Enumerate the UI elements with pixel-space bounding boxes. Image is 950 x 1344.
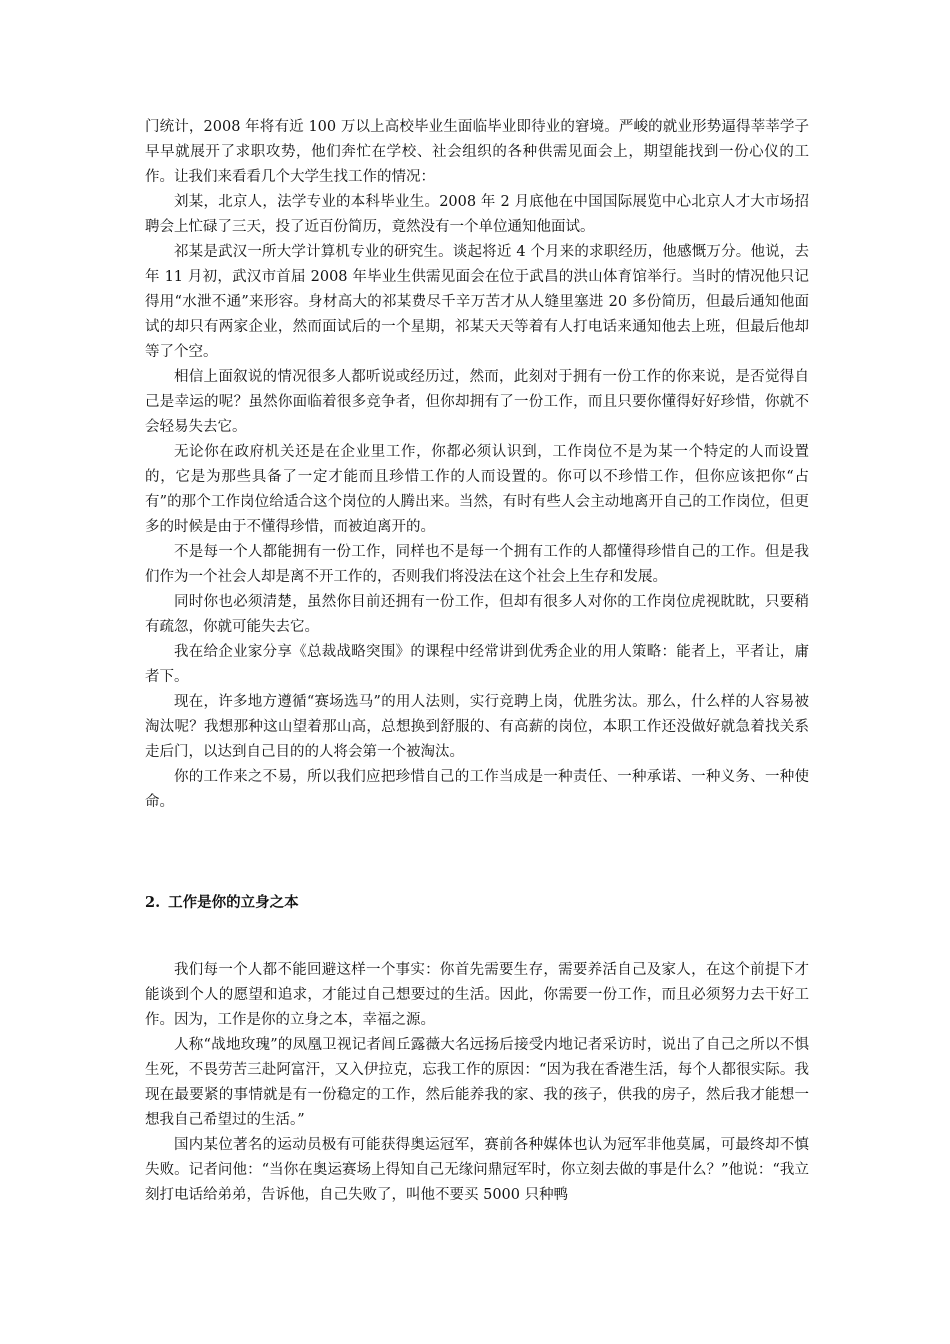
paragraph: 我们每一个人都不能回避这样一个事实：你首先需要生存，需要养活自己及家人，在这个前提下才能谈到个人的愿望和追求，才能过自己想要过的生活。因此，你需要一份工作，而且必须努力去干好工作。因为，工作是你的立身之本，幸福之源。 xyxy=(145,962,809,1028)
section-title: 工作是你的立身之本 xyxy=(168,894,299,911)
paragraph: 祁某是武汉一所大学计算机专业的研究生。谈起将近 4 个月来的求职经历，他感慨万分。他说，去年 11 月初，武汉市首届 2008 年毕业生供需见面会在位于武昌的洪山体育馆举行。当时的情况他只记得用“水泄不通”来形容。身材高大的祁某费尽千辛万苦才从人缝里塞进 20 多份简历，但最后通知他面试的却只有两家企业，然而面试后的一个星期，祁某天天等着有人打电话来通知他去上班，但最后他却等了个空。 xyxy=(145,244,809,360)
paragraph: 你的工作来之不易，所以我们应把珍惜自己的工作当成是一种责任、一种承诺、一种义务、一种使命。 xyxy=(145,769,809,810)
paragraph: 不是每一个人都能拥有一份工作，同样也不是每一个拥有工作的人都懂得珍惜自己的工作。但是我们作为一个社会人却是离不开工作的，否则我们将没法在这个社会上生存和发展。 xyxy=(145,544,809,585)
paragraph: 我在给企业家分享《总裁战略突围》的课程中经常讲到优秀企业的用人策略：能者上，平者让，庸者下。 xyxy=(145,644,809,685)
paragraph: 无论你在政府机关还是在企业里工作，你都必须认识到，工作岗位不是为某一个特定的人而设置的，它是为那些具备了一定才能而且珍惜工作的人而设置的。你可以不珍惜工作，但你应该把你“占有”的那个工作岗位给适合这个岗位的人腾出来。当然，有时有些人会主动地离开自己的工作岗位，但更多的时候是由于不懂得珍惜，而被迫离开的。 xyxy=(145,444,809,535)
paragraph: 国内某位著名的运动员极有可能获得奥运冠军，赛前各种媒体也认为冠军非他莫属，可最终却不慎失败。记者问他：“当你在奥运赛场上得知自己无缘问鼎冠军时，你立刻去做的事是什么？”他说：“我立刻打电话给弟弟，告诉他，自己失败了，叫他不要买 5000 只种鸭 xyxy=(145,1137,809,1203)
paragraph: 人称“战地玫瑰”的凤凰卫视记者闾丘露薇大名远扬后接受内地记者采访时，说出了自己之所以不惧生死，不畏劳苦三赴阿富汗，又入伊拉克，忘我工作的原因：“因为我在香港生活，每个人都很实际。我现在最要紧的事情就是有一份稳定的工作，然后能养我的家、我的孩子，供我的房子，然后我才能想一想我自己希望过的生活。” xyxy=(145,1037,809,1128)
section-2-body xyxy=(145,958,809,1208)
paragraph: 刘某，北京人，法学专业的本科毕业生。2008 年 2 月底他在中国国际展览中心北京人才大市场招聘会上忙碌了三天，投了近百份简历，竟然没有一个单位通知他面试。 xyxy=(145,194,809,235)
paragraph: 现在，许多地方遵循“赛场选马”的用人法则，实行竞聘上岗，优胜劣汰。那么，什么样的人容易被淘汰呢？我想那种这山望着那山高，总想换到舒服的、有高薪的岗位，本职工作还没做好就急着找关系走后门，以达到自己目的的人将会第一个被淘汰。 xyxy=(145,694,809,760)
section-number: 2. xyxy=(145,894,161,911)
paragraph: 相信上面叙说的情况很多人都听说或经历过，然而，此刻对于拥有一份工作的你来说，是否觉得自己是幸运的呢？虽然你面临着很多竞争者，但你却拥有了一份工作，而且只要你懂得好好珍惜，你就不会轻易失去它。 xyxy=(145,369,809,435)
paragraph: 门统计，2008 年将有近 100 万以上高校毕业生面临毕业即待业的窘境。严峻的就业形势逼得莘莘学子早早就展开了求职攻势，他们奔忙在学校、社会组织的各种供需见面会上，期望能找到一份心仪的工作。让我们来看看几个大学生找工作的情况： xyxy=(145,119,809,185)
paragraph: 同时你也必须清楚，虽然你目前还拥有一份工作，但却有很多人对你的工作岗位虎视眈眈，只要稍有疏忽，你就可能失去它。 xyxy=(145,594,809,635)
section-1-body xyxy=(145,115,809,815)
section-2-heading xyxy=(145,890,809,915)
